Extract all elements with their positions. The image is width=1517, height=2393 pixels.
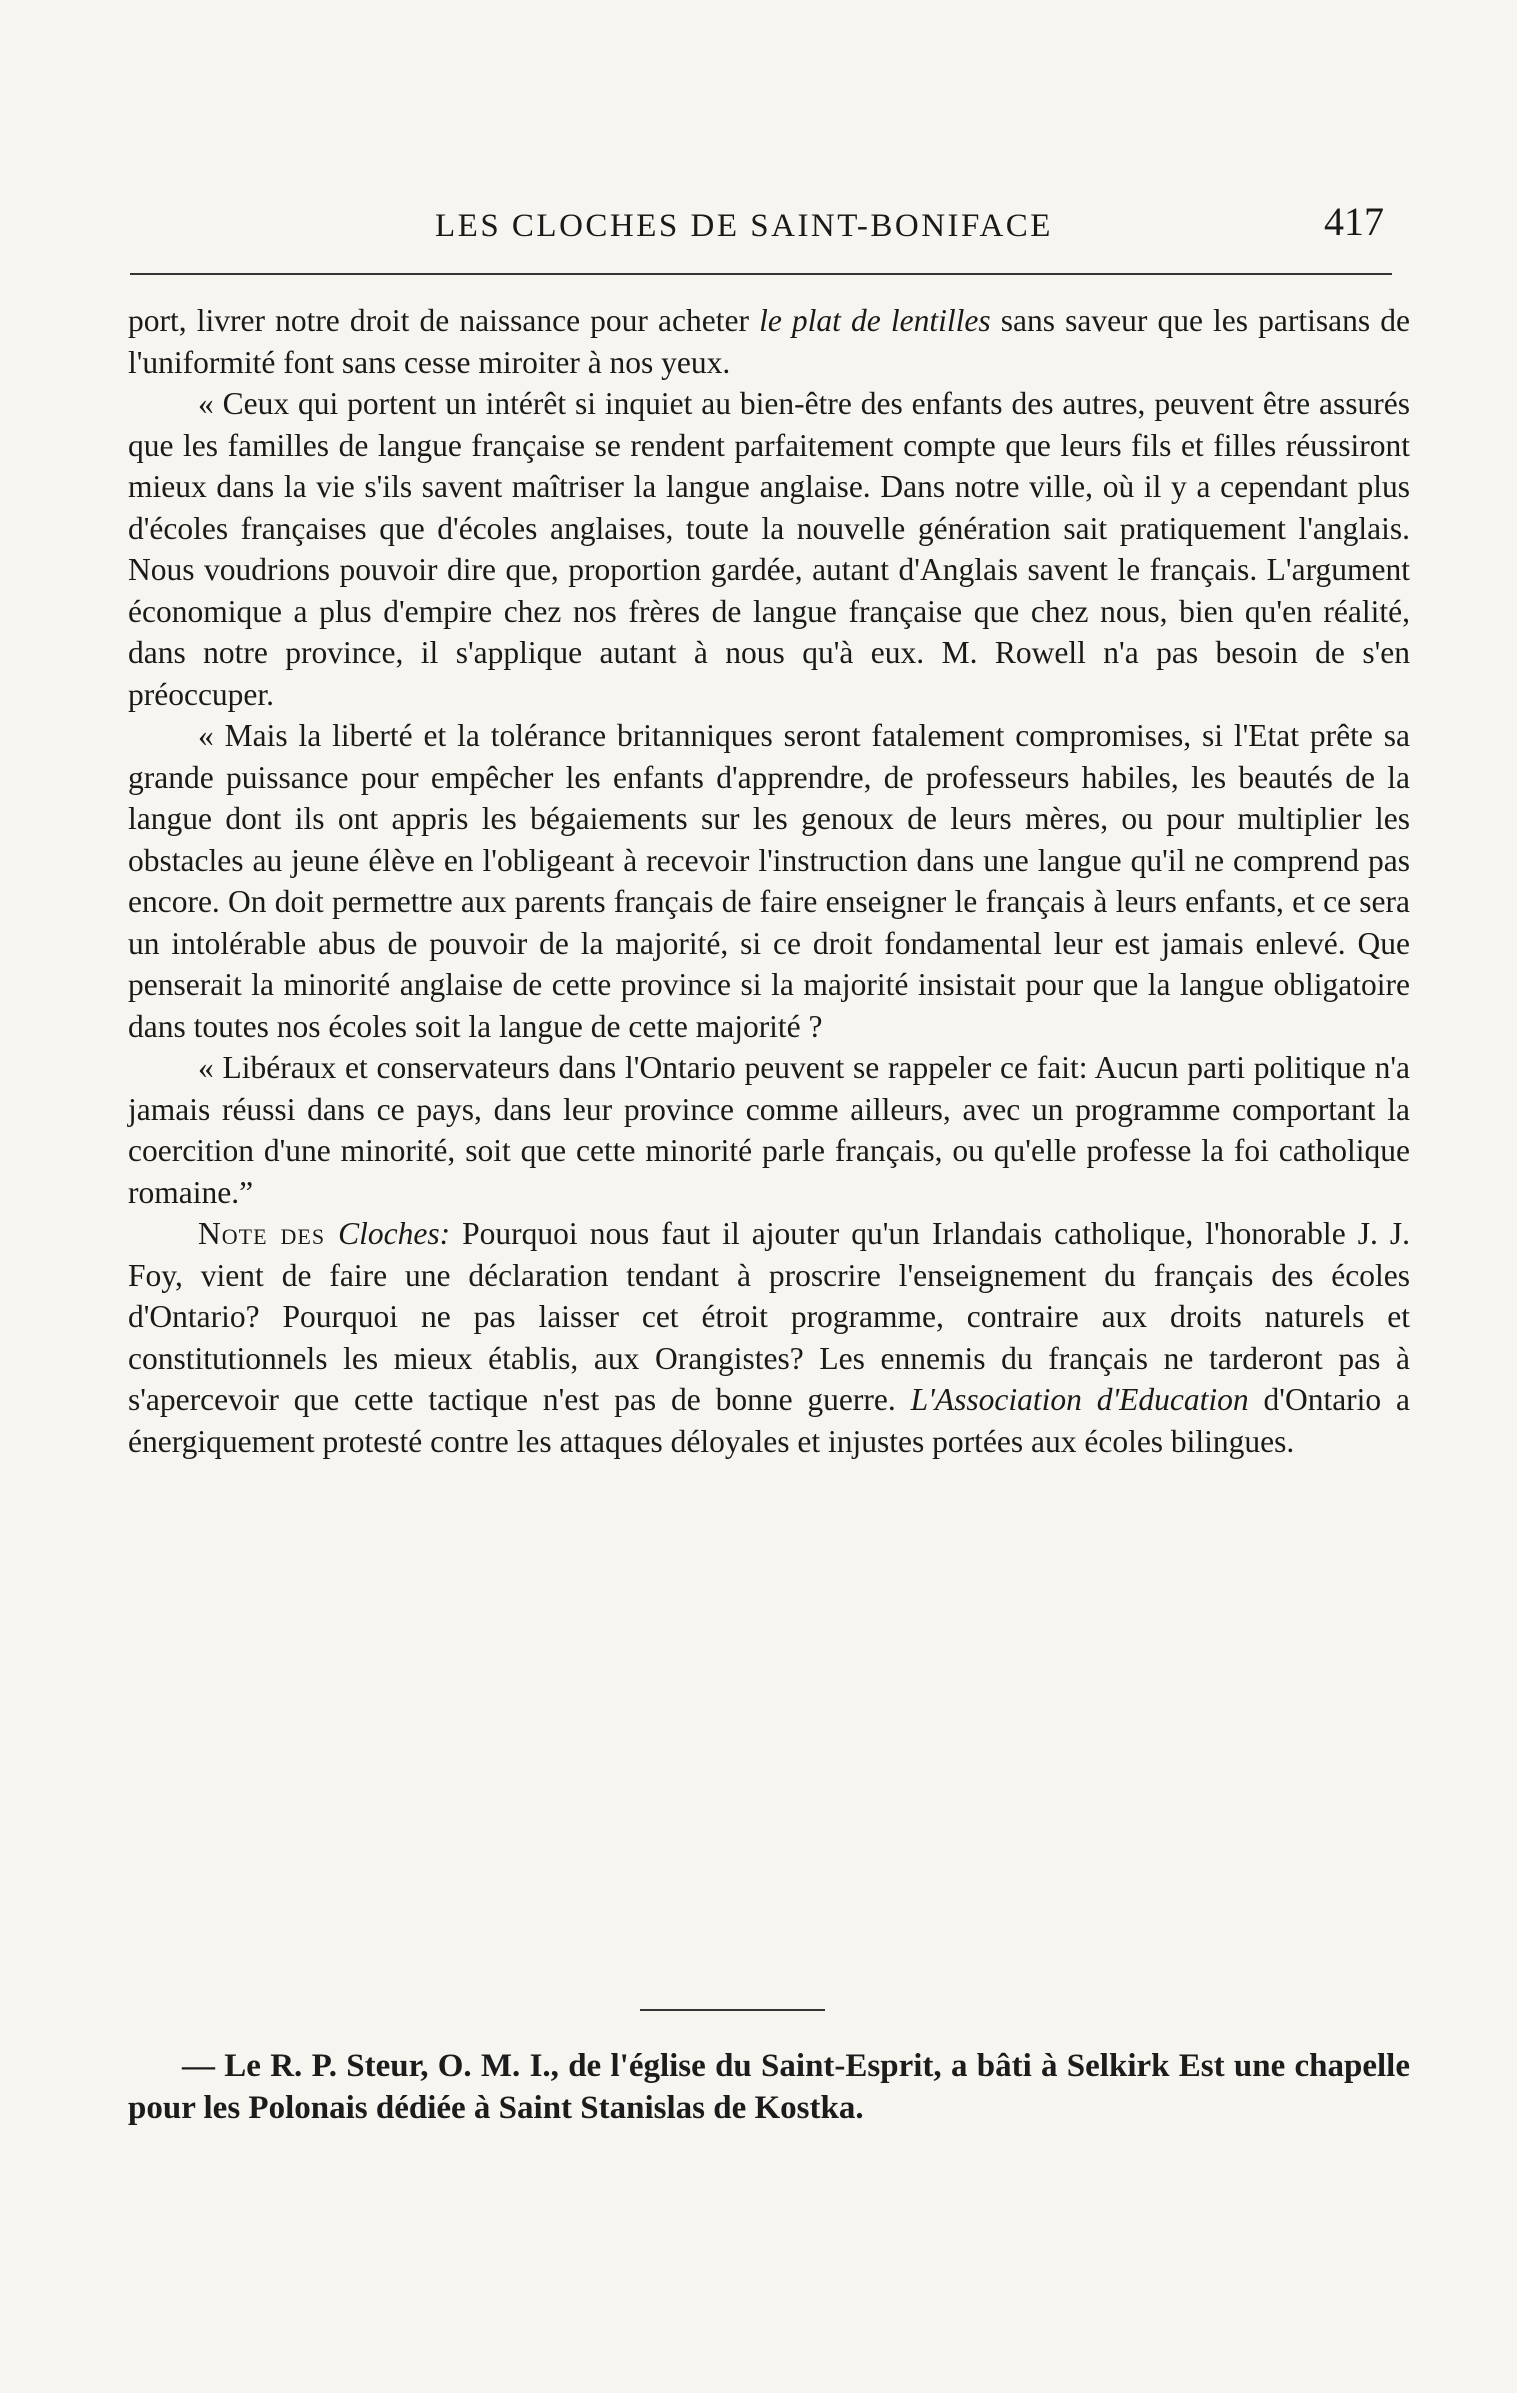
paragraph-1 (128, 300, 1410, 383)
body-text (128, 300, 1410, 1462)
running-title: LES CLOCHES DE SAINT-BONIFACE (435, 208, 1053, 244)
note-label-italic: Cloches: (338, 1216, 451, 1251)
paragraph-1-text-b: sans saveur que les partisans de l'uniformité font sans cesse miroiter à nos yeux. (128, 303, 1410, 380)
page-header (130, 196, 1390, 256)
paragraph-1-text-a: port, livrer notre droit de naissance pour acheter (128, 303, 760, 338)
note-text-a: Pourquoi nous faut il ajouter qu'un Irlandais catholique, l'honorable J. J. Foy, vient de faire une déclaration tendant à proscrire l'enseignement du français des écoles d'Ontario? Pourquoi ne pas laisser cet étroit programme, contraire aux droits naturels et constitutionnels les mieux établis, aux Orangistes? Les ennemis du français ne tarderont pas à s'apercevoir que cette tactique n'est pas de bonne guerre. (128, 1216, 1410, 1417)
news-item (128, 2045, 1410, 2129)
paragraph-4: « Libéraux et conservateurs dans l'Ontario peuvent se rappeler ce fait: Aucun parti politique n'a jamais réussi dans ce pays, dans leur province comme ailleurs, avec un programme comportant la coercition d'une minorité, soit que cette minorité parle français, ou qu'elle professe la foi catholique romaine.” (128, 1050, 1410, 1210)
note-label: Note des (198, 1216, 339, 1251)
paragraph-2: « Ceux qui portent un intérêt si inquiet au bien-être des enfants des autres, peuvent être assurés que les familles de langue française se rendent parfaitement compte que leurs fils et filles réussiront mieux dans la vie s'ils savent maîtriser la langue anglaise. Dans notre ville, où il y a cependant plus d'écoles françaises que d'écoles anglaises, toute la nouvelle génération sait pratiquement l'anglais. Nous voudrions pouvoir dire que, proportion gardée, autant d'Anglais savent le français. L'argument économique a plus d'empire chez nos frères de langue française que chez nous, bien qu'en réalité, dans notre province, il s'applique autant à nous qu'à eux. M. Rowell n'a pas besoin de s'en préoccuper. (128, 386, 1410, 712)
paragraph-3: « Mais la liberté et la tolérance britanniques seront fatalement compromises, si l'Etat prête sa grande puissance pour empêcher les enfants d'apprendre, de professeurs habiles, les beautés de la langue dont ils ont appris les bégaiements sur les genoux de leurs mères, ou pour multiplier les obstacles au jeune élève en l'obligeant à recevoir l'instruction dans une langue qu'il ne comprend pas encore. On doit permettre aux parents français de faire enseigner le français à leurs enfants, et ce sera un intolérable abus de pouvoir de la majorité, si ce droit fondamental leur est jamais enlevé. Que penserait la minorité anglaise de cette province si la majorité insistait pour que la langue obligatoire dans toutes nos écoles soit la langue de cette majorité ? (128, 718, 1410, 1044)
header-rule (130, 273, 1392, 275)
paragraph-1-italic: le plat de lentilles (759, 303, 991, 338)
news-item-text: — Le R. P. Steur, O. M. I., de l'église du Saint-Esprit, a bâti à Selkirk Est une chapelle pour les Polonais dédiée à Saint Stanislas de Kostka. (128, 2048, 1410, 2126)
note-italic: L'Association d'Education (910, 1382, 1249, 1417)
section-separator (640, 2009, 825, 2011)
page-number: 417 (1324, 199, 1384, 244)
note-text-b: d'Ontario a énergiquement protesté contre les attaques déloyales et injustes portées aux écoles bilingues. (128, 1382, 1411, 1459)
editor-note (128, 1213, 1410, 1462)
